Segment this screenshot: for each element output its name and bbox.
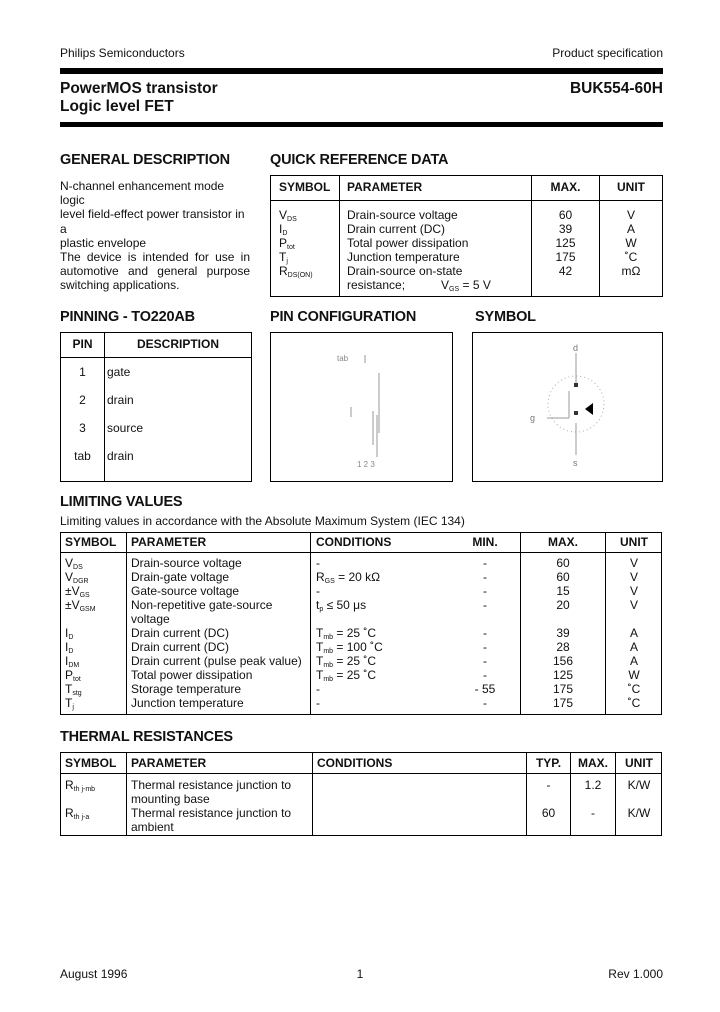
lv-header-parameter: PARAMETER (131, 535, 207, 549)
qr-header-parameter: PARAMETER (347, 180, 423, 194)
lv-symbol-letter: I (65, 654, 69, 668)
desc-line: automotive and general purpose (60, 264, 250, 279)
lv-symbol (65, 556, 83, 571)
pinning-heading: PINNING - TO220AB (60, 309, 195, 325)
lv-unit: V (629, 570, 638, 584)
lv-symbol-prefix: ± (65, 584, 72, 598)
lv-condition-letter: T (316, 668, 324, 682)
doc-type: Product specification (552, 46, 663, 60)
lv-header-conditions: CONDITIONS (316, 535, 392, 549)
lv-max: 20 (556, 598, 570, 612)
lv-symbol-subscript: DS (73, 564, 83, 571)
th-symbol-letter: R (65, 778, 74, 792)
lv-symbol-subscript: D (68, 648, 74, 655)
qr-header-symbol: SYMBOL (279, 180, 331, 194)
pin-configuration-box (270, 332, 453, 482)
pins-label: 1 2 3 (357, 460, 375, 469)
lv-symbol (65, 570, 89, 585)
desc-line: level field-effect power transistor in a (60, 207, 245, 236)
qr-max: 175 (555, 250, 576, 264)
qr-symbol (279, 250, 288, 265)
lv-min: - (483, 640, 487, 654)
lv-max: 60 (556, 556, 570, 570)
lv-max: 175 (552, 682, 574, 696)
desc-line: The device is intended for use in (60, 250, 250, 265)
lv-min: - (483, 570, 487, 584)
footer-rev: Rev 1.000 (608, 967, 663, 981)
general-description-text (60, 179, 250, 293)
qr-unit: V (626, 208, 635, 222)
qr-parameter: Drain current (DC) (347, 222, 446, 236)
lv-symbol (65, 696, 74, 711)
pin-description: source (107, 421, 144, 435)
lv-unit: V (629, 584, 638, 598)
lv-condition (316, 626, 376, 641)
lv-symbol-subscript: j (72, 704, 74, 711)
qr-symbol-letter: V (279, 208, 288, 222)
mosfet-symbol (473, 333, 662, 481)
lv-condition-letter: - (316, 556, 320, 570)
lv-unit: ˚C (627, 682, 641, 696)
lv-condition-letter: T (316, 654, 324, 668)
lv-parameter: Gate-source voltage (131, 584, 240, 598)
lv-condition (316, 570, 380, 585)
lv-condition (316, 654, 376, 669)
lv-condition (316, 556, 320, 570)
lv-parameter: Drain current (DC) (131, 640, 230, 654)
title-line1: PowerMOS transistor (60, 80, 218, 97)
lv-symbol-letter: V (71, 584, 80, 598)
lv-condition-value: = 100 ˚C (333, 640, 383, 654)
qr-symbol (279, 264, 313, 279)
pin-number: 2 (79, 393, 86, 407)
th-typ: - (546, 778, 551, 792)
th-symbol (65, 806, 89, 821)
pin-description: drain (107, 449, 134, 463)
lv-symbol-subscript: DM (68, 662, 80, 669)
qr-symbol-subscript: tot (287, 244, 295, 251)
lv-symbol (65, 626, 73, 641)
lv-condition-value: = 20 kΩ (334, 570, 381, 584)
qr-parameter: Total power dissipation (347, 236, 469, 250)
th-symbol (65, 778, 95, 793)
qr-symbol-letter: I (279, 222, 283, 236)
th-header-parameter: PARAMETER (131, 756, 207, 770)
lv-condition-subscript: mb (323, 676, 334, 683)
lv-condition-letter: T (316, 626, 324, 640)
qr-symbol-letter: T (279, 250, 287, 264)
pin-configuration-heading: PIN CONFIGURATION (270, 309, 417, 325)
lv-condition-letter: - (316, 696, 320, 710)
lv-condition-letter: T (316, 640, 324, 654)
description-header: DESCRIPTION (136, 337, 219, 351)
footer-date: August 1996 (60, 967, 128, 981)
qr-header-max: MAX. (550, 180, 581, 194)
lv-min: - (483, 696, 487, 710)
lv-min: - (483, 654, 487, 668)
lv-symbol (65, 668, 81, 683)
qr-symbol (279, 222, 287, 237)
body-diode-arrow (585, 403, 593, 415)
source-label: s (573, 458, 578, 468)
lv-parameter: Non-repetitive gate-source (131, 598, 273, 612)
lv-symbol-letter: P (65, 668, 74, 682)
lv-max: 60 (556, 570, 570, 584)
lv-condition-letter: R (316, 570, 325, 584)
lv-unit: ˚C (627, 696, 641, 710)
qr-symbol-subscript: j (286, 258, 288, 265)
qr-symbol-subscript: DS (287, 216, 297, 223)
lv-symbol-letter: V (65, 570, 74, 584)
lv-min: - 55 (474, 682, 496, 696)
lv-header-unit: UNIT (620, 535, 648, 549)
lv-parameter: Junction temperature (131, 696, 244, 710)
th-parameter: Thermal resistance junction to (131, 806, 292, 820)
lv-min: - (483, 598, 487, 612)
qr-unit: ˚C (624, 250, 638, 264)
lv-unit: A (629, 626, 638, 640)
package-drawing (271, 333, 452, 481)
lv-condition (316, 640, 383, 655)
desc-line: plastic envelope (60, 235, 147, 250)
lv-parameter: Total power dissipation (131, 668, 253, 682)
th-header-unit: UNIT (625, 756, 653, 770)
th-symbol-subscript: th j-a (73, 814, 90, 821)
lv-header-symbol: SYMBOL (65, 535, 117, 549)
lv-parameter: Storage temperature (131, 682, 242, 696)
lv-symbol-subscript: DGR (73, 578, 89, 585)
lv-condition-letter: t (316, 598, 320, 612)
th-header-max: MAX. (578, 756, 608, 770)
lv-condition-letter: - (316, 584, 320, 598)
qr-symbol-subscript: D (282, 230, 288, 237)
footer-page: 1 (356, 967, 364, 981)
qr-parameter-cont: resistance; (347, 278, 406, 292)
qr-symbol-letter: P (279, 236, 288, 250)
lv-min: - (483, 556, 487, 570)
limiting-values-table (60, 532, 662, 716)
qr-unit: mΩ (621, 264, 641, 278)
lv-condition-value: ≤ 50 μs (323, 598, 367, 612)
lv-symbol (65, 598, 96, 613)
lv-symbol (65, 584, 90, 599)
pin-description: gate (107, 365, 131, 379)
lv-symbol-letter: T (65, 682, 73, 696)
lv-parameter: Drain-gate voltage (131, 570, 230, 584)
thermal-heading: THERMAL RESISTANCES (60, 729, 233, 745)
th-header-symbol: SYMBOL (65, 756, 117, 770)
lv-min: - (483, 626, 487, 640)
qr-condition (441, 278, 491, 293)
lv-condition-subscript: p (319, 606, 324, 613)
desc-line: N-channel enhancement mode logic (60, 179, 225, 208)
lv-symbol-subscript: GS (79, 592, 90, 599)
lv-parameter: Drain current (DC) (131, 626, 230, 640)
lv-header-max: MAX. (548, 535, 578, 549)
lv-condition (316, 696, 320, 710)
lv-unit: A (629, 640, 638, 654)
th-parameter: Thermal resistance junction to (131, 778, 292, 792)
lv-unit: V (629, 556, 638, 570)
th-header-conditions: CONDITIONS (317, 756, 393, 770)
lv-condition (316, 682, 320, 696)
desc-line: switching applications. (60, 278, 180, 293)
lv-max: 156 (552, 654, 574, 668)
lv-symbol-letter: V (71, 598, 80, 612)
lv-symbol (65, 640, 73, 655)
pin-number: tab (74, 449, 91, 463)
lv-condition (316, 668, 376, 683)
lv-condition (316, 584, 320, 598)
lv-max: 175 (552, 696, 574, 710)
lv-max: 39 (556, 626, 570, 640)
lv-min: - (483, 584, 487, 598)
th-header-typ: TYP. (535, 756, 562, 770)
header-rule (60, 68, 663, 74)
lv-parameter: Drain-source voltage (131, 556, 242, 570)
qr-max: 125 (555, 236, 576, 250)
lv-condition-letter: - (316, 682, 320, 696)
qr-unit: W (625, 236, 637, 250)
lv-parameter-cont: voltage (131, 612, 170, 626)
gate-label: g (530, 413, 536, 423)
thermal-table (60, 752, 662, 836)
th-parameter-cont: ambient (131, 820, 174, 834)
qr-parameter: Junction temperature (347, 250, 460, 264)
th-symbol-letter: R (65, 806, 74, 820)
lv-condition (316, 598, 366, 613)
drain-node (574, 383, 578, 387)
th-unit: K/W (627, 778, 651, 792)
lv-condition-subscript: GS (324, 578, 335, 585)
th-typ: 60 (541, 806, 556, 820)
quick-reference-heading: QUICK REFERENCE DATA (270, 152, 449, 168)
quick-reference-table (270, 175, 663, 297)
lv-max: 15 (556, 584, 570, 598)
header-rule-bottom (60, 122, 663, 127)
lv-condition-subscript: mb (323, 634, 334, 641)
lv-symbol (65, 654, 79, 669)
lv-unit: V (629, 598, 638, 612)
qr-max: 42 (558, 264, 573, 278)
lv-symbol-subscript: stg (72, 690, 82, 697)
pin-number: 3 (79, 421, 86, 435)
qr-parameter: Drain-source on-state (347, 264, 463, 278)
qr-condition-subscript: GS (449, 286, 460, 293)
lv-symbol-subscript: D (68, 634, 74, 641)
drain-label: d (573, 343, 579, 353)
lv-condition-value: = 25 ˚C (333, 654, 377, 668)
pin-header: PIN (72, 337, 93, 351)
limiting-values-heading: LIMITING VALUES (60, 494, 183, 510)
th-max: 1.2 (584, 778, 602, 792)
lv-header-min: MIN. (472, 535, 498, 549)
th-parameter-cont: mounting base (131, 792, 210, 806)
qr-symbol-letter: R (279, 264, 288, 278)
title-line2: Logic level FET (60, 98, 174, 115)
qr-symbol-subscript: DS(ON) (287, 272, 313, 279)
lv-symbol-letter: I (65, 626, 69, 640)
lv-max: 28 (556, 640, 570, 654)
company-name: Philips Semiconductors (60, 46, 185, 60)
th-symbol-subscript: th j-mb (73, 786, 96, 793)
symbol-heading: SYMBOL (475, 309, 536, 325)
qr-symbol (279, 236, 295, 251)
qr-unit: A (626, 222, 635, 236)
lv-min: - (483, 668, 487, 682)
lv-condition-subscript: mb (323, 662, 334, 669)
lv-condition-value: = 25 ˚C (333, 668, 377, 682)
lv-parameter: Drain current (pulse peak value) (131, 654, 302, 668)
lv-symbol (65, 682, 82, 697)
qr-max: 39 (558, 222, 573, 236)
general-description-heading: GENERAL DESCRIPTION (60, 152, 230, 168)
qr-symbol (279, 208, 297, 223)
qr-header-unit: UNIT (617, 180, 645, 194)
lv-symbol-subscript: tot (73, 676, 81, 683)
lv-symbol-subscript: GSM (79, 606, 96, 613)
qr-max: 60 (558, 208, 573, 222)
lv-condition-subscript: mb (323, 648, 334, 655)
lv-unit: W (628, 668, 640, 682)
pinning-table (60, 332, 252, 482)
lv-max: 125 (552, 668, 574, 682)
symbol-box (472, 332, 663, 482)
tab-label: tab (337, 354, 349, 363)
pin-number: 1 (79, 365, 86, 379)
qr-parameter: Drain-source voltage (347, 208, 458, 222)
qr-condition-value: = 5 V (459, 278, 491, 292)
part-number: BUK554-60H (569, 80, 663, 97)
lv-condition-value: = 25 ˚C (333, 626, 377, 640)
source-node (574, 411, 578, 415)
limiting-values-intro: Limiting values in accordance with the Absolute Maximum System (IEC 134) (60, 514, 465, 528)
th-unit: K/W (627, 806, 651, 820)
lv-symbol-letter: T (65, 696, 73, 710)
qr-condition-letter: V (441, 278, 450, 292)
lv-symbol-letter: I (65, 640, 69, 654)
lv-symbol-prefix: ± (65, 598, 72, 612)
pin-description: drain (107, 393, 134, 407)
lv-unit: A (629, 654, 638, 668)
lv-symbol-letter: V (65, 556, 74, 570)
th-max: - (591, 806, 595, 820)
